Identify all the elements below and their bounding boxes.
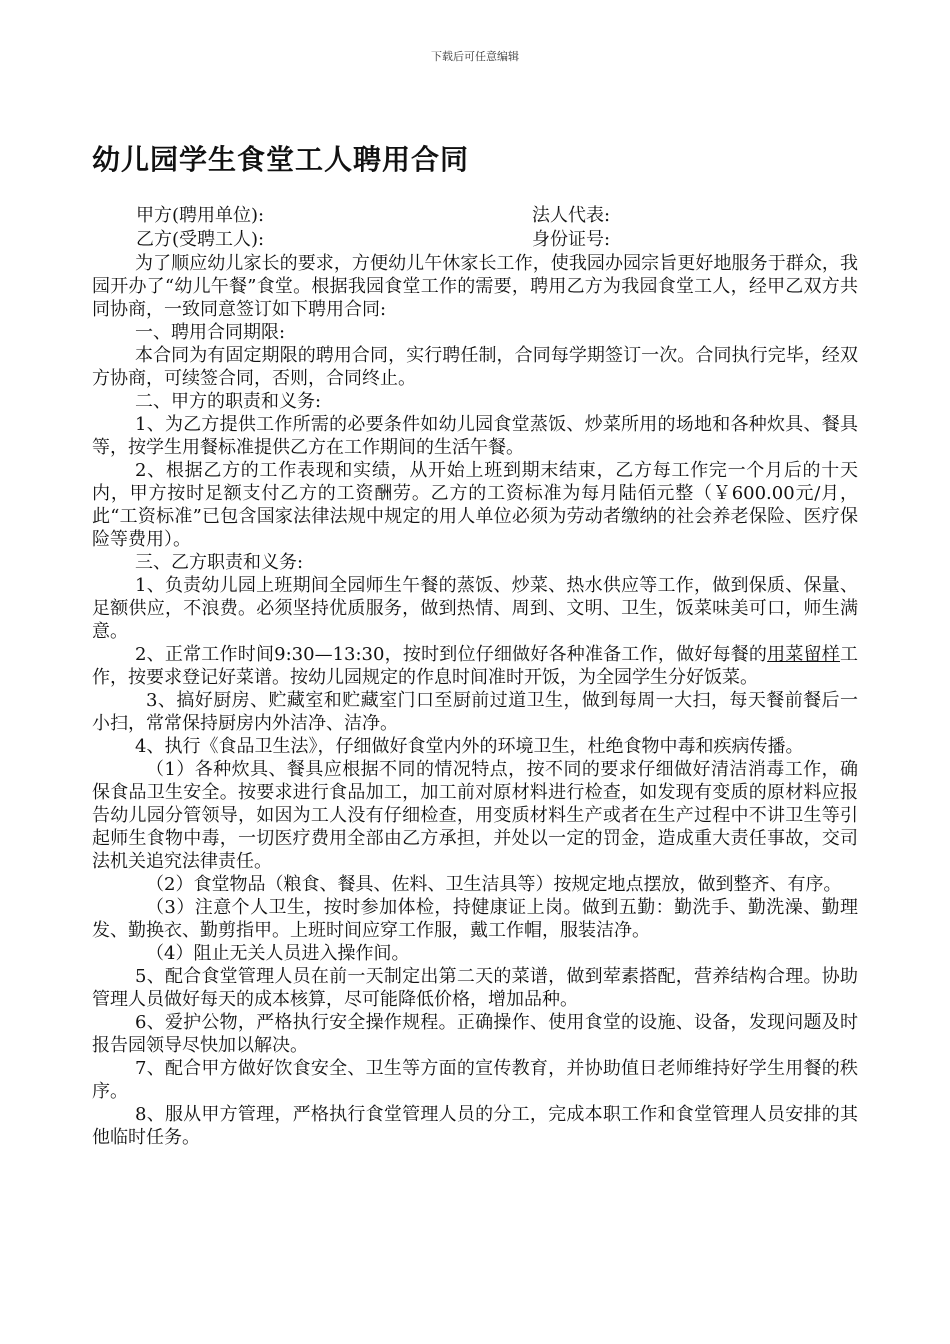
section-3-title: 三、乙方职责和义务: bbox=[135, 552, 304, 573]
section-2-item-1: 1、为乙方提供工作所需的必要条件如幼儿园食堂蒸饭、炒菜所用的场地和各种炊具、餐具等，按学生用餐标准提供乙方在工作期间的生活午餐。 bbox=[92, 414, 858, 458]
section-3-item-7: 7、配合甲方做好饮食安全、卫生等方面的宣传教育，并协助值日老师维持好学生用餐的秩序。 bbox=[92, 1058, 858, 1102]
id-number-label: 身份证号: bbox=[532, 229, 611, 250]
section-3-item-2 bbox=[92, 643, 858, 689]
section-1-body: 本合同为有固定期限的聘用合同，实行聘任制，合同每学期签订一次。合同执行完毕，经双方协商，可续签合同，否则，合同终止。 bbox=[92, 345, 858, 389]
contract-body bbox=[92, 252, 858, 1149]
section-3-item-1: 1、负责幼儿园上班期间全园师生午餐的蒸饭、炒菜、热水供应等工作，做到保质、保量、足额供应，不浪费。必须坚持优质服务，做到热情、周到、文明、卫生，饭菜味美可口，师生满意。 bbox=[92, 575, 858, 642]
section-3-item-3: 3、搞好厨房、贮藏室和贮藏室门口至厨前过道卫生，做到每周一大扫，每天餐前餐后一小扫，常常保持厨房内外洁净、洁净。 bbox=[92, 690, 858, 734]
section-3-item-6: 6、爱护公物，严格执行安全操作规程。正确操作、使用食堂的设施、设备，发现问题及时报告园领导尽快加以解决。 bbox=[92, 1012, 858, 1056]
intro-paragraph: 为了顺应幼儿家长的要求，方便幼儿午休家长工作，使我园办园宗旨更好地服务于群众，我园开办了“幼儿午餐”食堂。根据我园食堂工作的需要，聘用乙方为我园食堂工人，经甲乙双方共同协商，一致同意签订如下聘用合同: bbox=[92, 253, 858, 320]
section-3-item-5: 5、配合食堂管理人员在前一天制定出第二天的菜谱，做到荤素搭配，营养结构合理。协助管理人员做好每天的成本核算，尽可能降低价格，增加品种。 bbox=[92, 966, 858, 1010]
section-2-item-2: 2、根据乙方的工作表现和实绩，从开始上班到期末结束，乙方每工作完一个月后的十天内，甲方按时足额支付乙方的工资酬劳。乙方的工资标准为每月陆佰元整（￥600.00元/月，此“工资标准”已包含国家法律法规中规定的用人单位必须为劳动者缴纳的社会养老保险、医疗保险等费用）。 bbox=[92, 460, 858, 550]
section-3-item-8: 8、服从甲方管理，严格执行食堂管理人员的分工，完成本职工作和食堂管理人员安排的其他临时任务。 bbox=[92, 1104, 858, 1148]
party-row-b bbox=[136, 228, 856, 252]
section-3-item-4-1: （1）各种炊具、餐具应根据不同的情况特点，按不同的要求仔细做好清洁消毒工作，确保食品卫生安全。按要求进行食品加工，加工前对原材料进行检查，如发现有变质的原材料应报告幼儿园分管领导，如因为工人没有仔细检查，用变质材料生产或者在生产过程中不讲卫生等引起师生食物中毒，一切医疗费用全部由乙方承担，并处以一定的罚金，造成重大责任事故，交司法机关追究法律责任。 bbox=[92, 759, 858, 872]
section-1-title: 一、聘用合同期限: bbox=[135, 322, 286, 343]
page-title: 幼儿园学生食堂工人聘用合同 bbox=[92, 143, 470, 176]
section-3-item-2-part-b: 工作，按要求登记好菜谱。按幼儿园规定的作息时间准时开饭，为全园学生分好饭菜。 bbox=[92, 644, 858, 688]
section-3-item-2-part-a: 2、正常工作时间9:30—13:30，按时到位仔细做好各种准备工作，做好每餐的 bbox=[135, 644, 768, 665]
party-a-label: 甲方(聘用单位): bbox=[136, 205, 265, 226]
section-3-item-4-3: （3）注意个人卫生，按时参加体检，持健康证上岗。做到五勤：勤洗手、勤洗澡、勤理发、勤换衣、勤剪指甲。上班时间应穿工作服，戴工作帽，服装洁净。 bbox=[92, 897, 858, 941]
section-3-item-4: 4、执行《食品卫生法》，仔细做好食堂内外的环境卫生，杜绝食物中毒和疾病传播。 bbox=[135, 736, 804, 757]
section-2-title: 二、甲方的职责和义务: bbox=[135, 391, 322, 412]
section-3-item-4-4: （4）阻止无关人员进入操作间。 bbox=[146, 943, 410, 964]
header-note: 下载后可任意编辑 bbox=[431, 50, 519, 63]
parties-block bbox=[136, 204, 856, 252]
legal-rep-label: 法人代表: bbox=[532, 205, 611, 226]
section-3-item-4-2: （2）食堂物品（粮食、餐具、佐料、卫生洁具等）按规定地点摆放，做到整齐、有序。 bbox=[146, 874, 842, 895]
party-b-label: 乙方(受聘工人): bbox=[136, 229, 265, 250]
party-row-a bbox=[136, 204, 856, 228]
underlined-term: 用菜留样 bbox=[767, 644, 840, 665]
